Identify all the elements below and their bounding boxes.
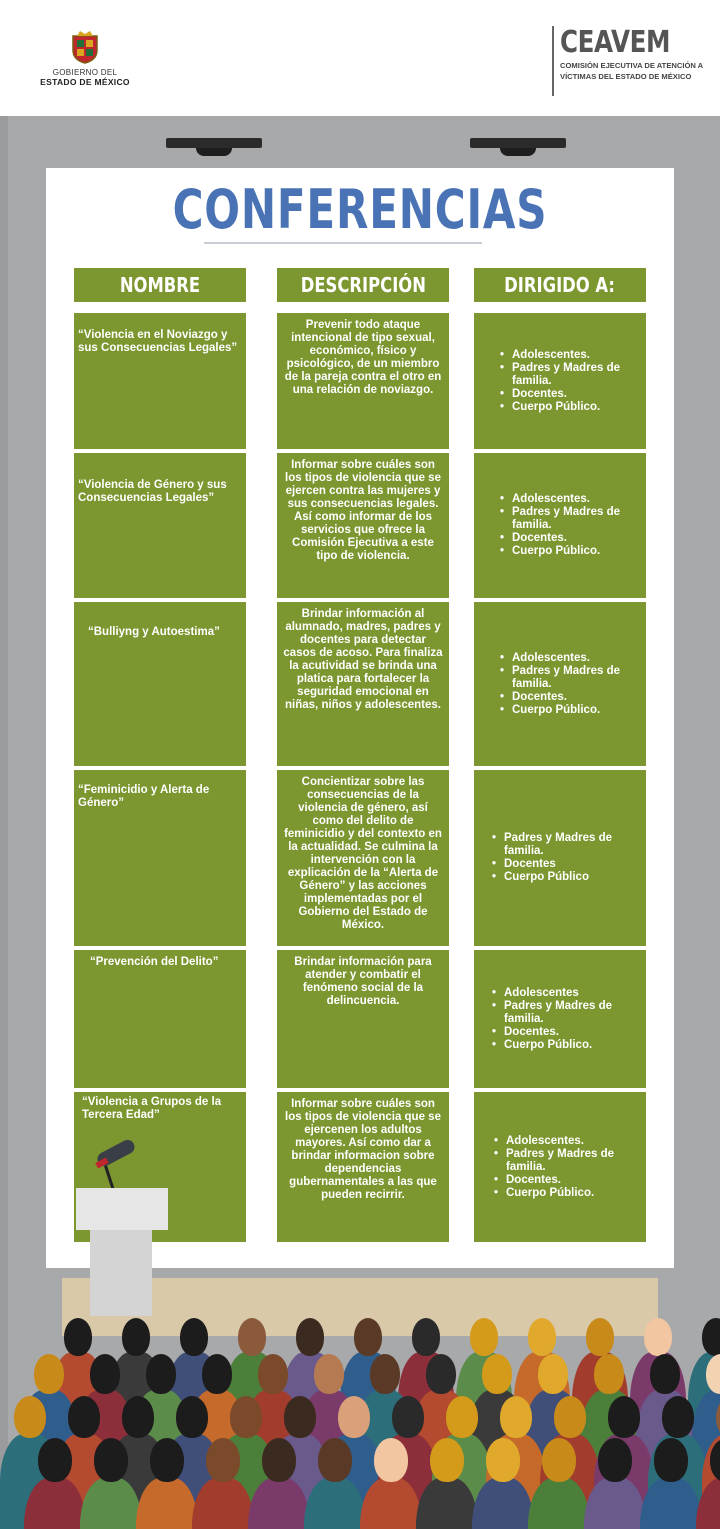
person-head [64,1318,92,1356]
row-1-dirigido [474,313,646,449]
person-head [90,1354,120,1394]
person-head [586,1318,614,1356]
audience-item: • Docentes. [498,388,638,401]
person-head [374,1438,408,1482]
coat-of-arms-icon [67,28,103,64]
row-6-dirigido [474,1092,646,1242]
audience-item: • Docentes. [490,1026,638,1039]
column-header-dirigido: DIRIGIDO A: [474,268,646,302]
person-head [446,1396,478,1438]
ceavem-title: CEAVEM [560,25,671,60]
row-6-nombre: “Violencia a Grupos de la Tercera Edad” [74,1092,246,1242]
ceiling-lamp-icon [166,138,262,148]
row-1-nombre: “Violencia en el Noviazgo y sus Consecuencias Legales” [74,313,246,449]
person-head [650,1354,680,1394]
person-head [598,1438,632,1482]
person-head [542,1438,576,1482]
person-head [202,1354,232,1394]
row-3-descripcion: Brindar información al alumnado, madres, padres y docentes para detectar casos de acoso. Para finaliza la acutividad se brinda una platica para fortalecer la seguridad emocional en niñas, niños y adolescentes. [277,602,449,766]
row-3-dirigido [474,602,646,766]
gobierno-logo [30,28,140,87]
person-head [430,1438,464,1482]
person-head [662,1396,694,1438]
audience-item: • Docentes. [498,691,638,704]
row-5-nombre: “Prevención del Delito” [74,950,246,1088]
person-head [14,1396,46,1438]
person-head [258,1354,288,1394]
person-head [426,1354,456,1394]
audience-item: • Adolescentes. [492,1135,638,1148]
person-head [500,1396,532,1438]
podium-icon [76,1188,168,1230]
row-6-descripcion: Informar sobre cuáles son los tipos de violencia que se ejercenen los adultos mayores. Así como dar a brindar informacion sobre dependencias gubernamentales a las que pueden recirrir. [277,1092,449,1242]
audience-item: • Adolescentes. [498,349,638,362]
person-head [318,1438,352,1482]
person-head [296,1318,324,1356]
ceavem-logo [552,26,703,96]
person-head [370,1354,400,1394]
person-head [38,1438,72,1482]
audience-item: • Padres y Madres de familia. [490,1000,638,1026]
audience-item: • Padres y Madres de familia. [498,362,638,388]
audience-illustration [0,1318,720,1529]
column-header-nombre: NOMBRE [74,268,246,302]
row-5-descripcion: Brindar información para atender y combatir el fenómeno social de la delincuencia. [277,950,449,1088]
audience-item: • Padres y Madres de familia. [498,665,638,691]
audience-item: • Docentes. [498,532,638,545]
person-head [554,1396,586,1438]
title-divider [204,242,482,244]
person-head [206,1438,240,1482]
person-head [122,1396,154,1438]
audience-item: • Padres y Madres de familia. [492,1148,638,1174]
person-head [702,1318,720,1356]
row-2-nombre: “Violencia de Género y sus Consecuencias Legales” [74,453,246,598]
person-head [262,1438,296,1482]
person-head [392,1396,424,1438]
audience-item: • Adolescentes. [498,652,638,665]
person-head [176,1396,208,1438]
column-header-descripcion: DESCRIPCIÓN [277,268,449,302]
audience-item: • Adolescentes [490,987,638,1000]
audience-item: • Cuerpo Público. [498,545,638,558]
person-head [314,1354,344,1394]
row-2-descripcion: Informar sobre cuáles son los tipos de violencia que se ejercen contra las mujeres y sus consecuencias legales. Así como informar de los servicios que ofrece la Comisión Ejecutiva a este tipo de violencia. [277,453,449,598]
ceavem-subtitle-line2: VÍCTIMAS DEL ESTADO DE MÉXICO [560,72,692,81]
person-head [538,1354,568,1394]
audience-item: • Padres y Madres de familia. [490,832,638,858]
podium-stand [90,1230,152,1316]
audience-item: • Cuerpo Público. [498,704,638,717]
person-head [146,1354,176,1394]
person-head [412,1318,440,1356]
person-head [68,1396,100,1438]
audience-item: • Cuerpo Público. [492,1187,638,1200]
person-head [482,1354,512,1394]
person-head [180,1318,208,1356]
person-head [654,1438,688,1482]
audience-item: • Adolescentes. [498,493,638,506]
person-head [150,1438,184,1482]
row-4-dirigido [474,770,646,946]
row-5-dirigido [474,950,646,1088]
person-head [354,1318,382,1356]
person-head [338,1396,370,1438]
row-1-descripcion: Prevenir todo ataque intencional de tipo sexual, económico, físico y psicológico, de un miembro de la pareja contra el otro en una relación de noviazgo. [277,313,449,449]
page-title: CONFERENCIAS [172,178,548,241]
person-head [238,1318,266,1356]
row-2-dirigido [474,453,646,598]
audience-item: • Docentes [490,858,638,871]
audience-item: • Padres y Madres de familia. [498,506,638,532]
person-head [486,1438,520,1482]
page-header [0,0,720,116]
gobierno-line1: GOBIERNO DEL [52,68,118,77]
person-head [608,1396,640,1438]
person-head [528,1318,556,1356]
person-head [122,1318,150,1356]
audience-item: • Cuerpo Público [490,871,638,884]
ceavem-subtitle-line1: COMISIÓN EJECUTIVA DE ATENCIÓN A [560,61,704,70]
audience-item: • Cuerpo Público. [490,1039,638,1052]
row-3-nombre: “Bulliyng y Autoestima” [74,602,246,766]
row-4-nombre: “Feminicidio y Alerta de Género” [74,770,246,946]
gobierno-line2: ESTADO DE MÉXICO [40,77,130,87]
person-head [470,1318,498,1356]
person-head [284,1396,316,1438]
person-head [34,1354,64,1394]
audience-item: • Docentes. [492,1174,638,1187]
row-4-descripcion: Concientizar sobre las consecuencias de la violencia de género, así como del delito de feminicidio y del contexto en la actualidad. Se culmina la intervención con la explicación de la “Alerta de Género” y las acciones implementadas por el Gobierno del Estado de México. [277,770,449,946]
audience-item: • Cuerpo Público. [498,401,638,414]
person-head [230,1396,262,1438]
person-head [594,1354,624,1394]
ceiling-lamp-icon [470,138,566,148]
person-head [94,1438,128,1482]
person-head [644,1318,672,1356]
